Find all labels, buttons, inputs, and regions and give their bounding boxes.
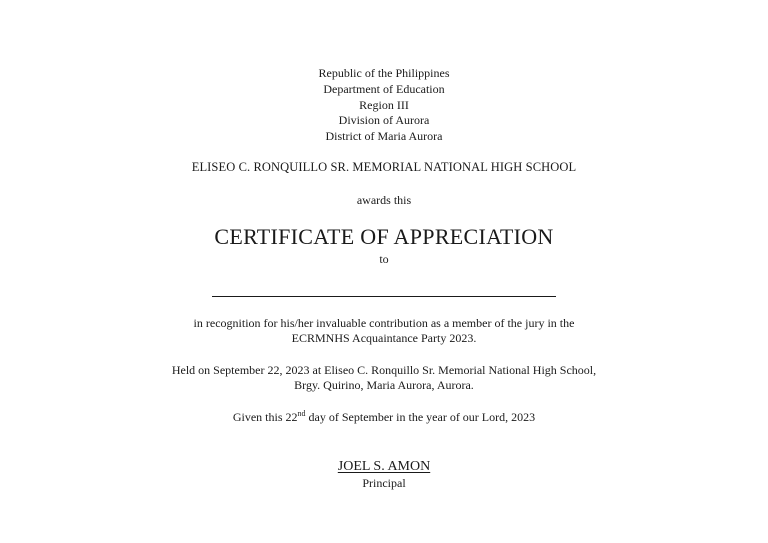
given-line bbox=[0, 409, 768, 425]
held-line-1: Held on September 22, 2023 at Eliseo C. Ronquillo Sr. Memorial National High School, bbox=[171, 363, 597, 377]
to-text: to bbox=[379, 252, 389, 266]
header-region: Region III bbox=[359, 98, 409, 112]
held-line-2: Brgy. Quirino, Maria Aurora, Aurora. bbox=[294, 378, 474, 392]
school-name: ELISEO C. RONQUILLO SR. MEMORIAL NATIONAL HIGH SCHOOL bbox=[191, 160, 577, 174]
recognition-line-1: in recognition for his/her invaluable contribution as a member of the jury in the bbox=[193, 316, 575, 330]
header-district: District of Maria Aurora bbox=[325, 129, 443, 143]
header-division: Division of Aurora bbox=[338, 113, 430, 127]
recognition-line-2: ECRMNHS Acquaintance Party 2023. bbox=[291, 331, 477, 345]
given-ordinal-suffix: nd bbox=[297, 409, 306, 418]
signatory-position: Principal bbox=[362, 476, 406, 490]
awards-this-text: awards this bbox=[356, 193, 412, 207]
given-rest: day of September in the year of our Lord, 2023 bbox=[305, 410, 536, 424]
signatory-name: JOEL S. AMON bbox=[337, 459, 431, 474]
given-prefix: Given this 22 bbox=[232, 410, 298, 424]
header-department: Department of Education bbox=[323, 82, 445, 96]
certificate-title: CERTIFICATE OF APPRECIATION bbox=[214, 224, 554, 249]
signatory-block bbox=[0, 457, 768, 475]
recipient-name-blank bbox=[212, 296, 556, 297]
header-republic: Republic of the Philippines bbox=[318, 66, 450, 80]
